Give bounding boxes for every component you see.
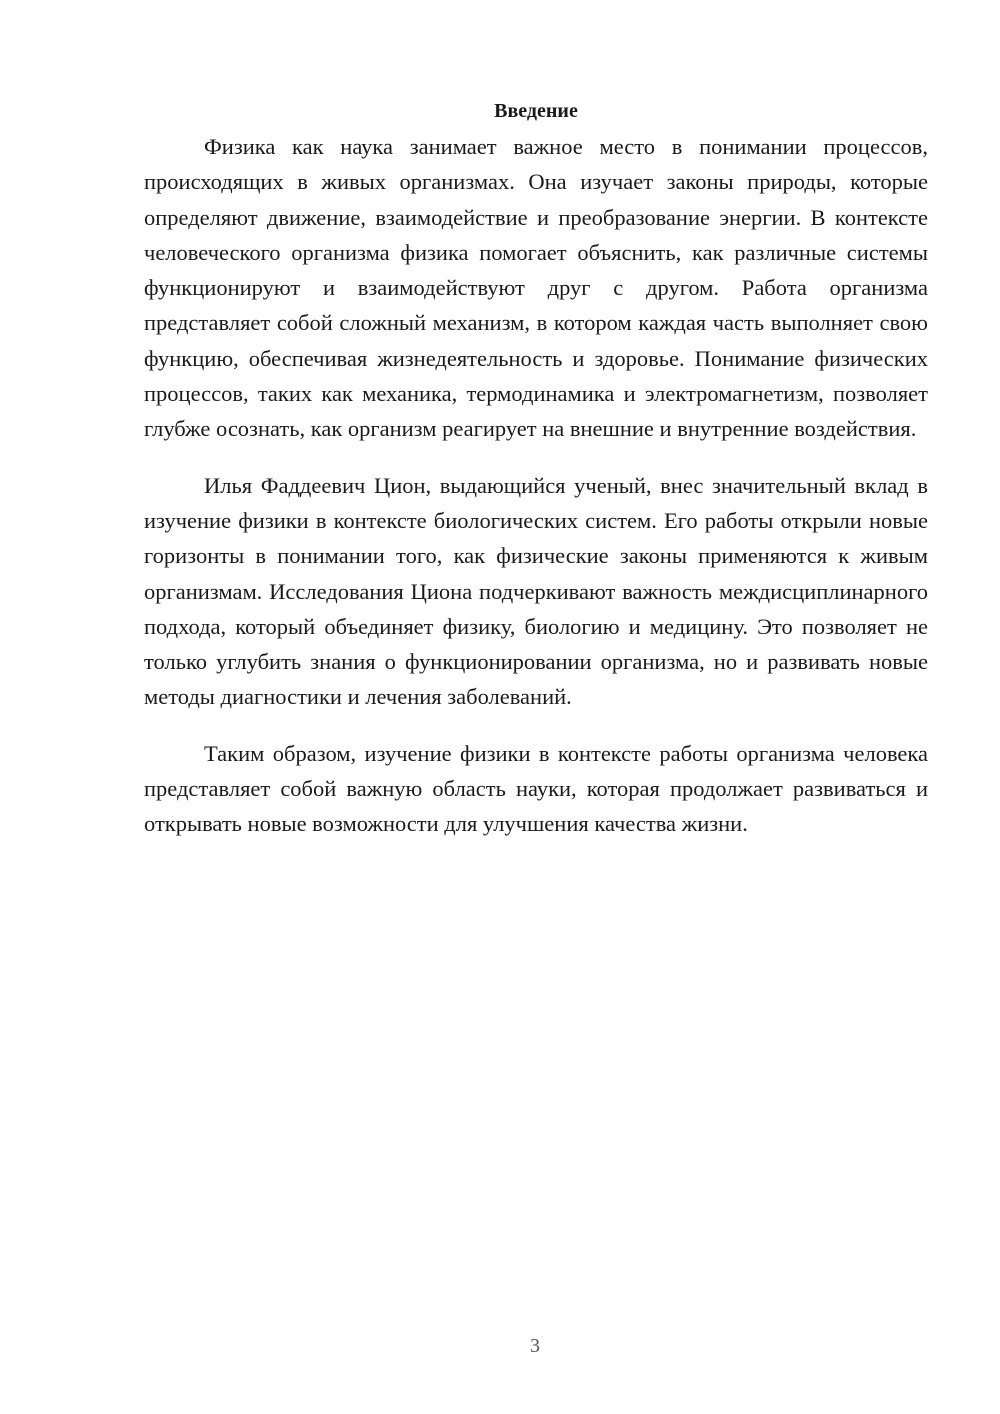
- paragraph-1: Физика как наука занимает важное место в понимании процессов, происходящих в живых организмах. Она изучает законы природы, которые определяют движение, взаимодействие и преобразование энергии. В контексте человеческого организма физика помогает объяснить, как различные системы функционируют и взаимодействуют друг с другом. Работа организма представляет собой сложный механизм, в котором каждая часть выполняет свою функцию, обеспечивая жизнедеятельность и здоровье. Понимание физических процессов, таких как механика, термодинамика и электромагнетизм, позволяет глубже осознать, как организм реагирует на внешние и внутренние воздействия.: [144, 134, 928, 442]
- page-number: 3: [530, 1335, 540, 1357]
- section-heading: Введение: [494, 100, 578, 122]
- page-content: [144, 95, 928, 842]
- paragraph-2: Илья Фаддеевич Цион, выдающийся ученый, внес значительный вклад в изучение физики в контексте биологических систем. Его работы открыли новые горизонты в понимании того, как физические законы применяются к живым организмам. Исследования Циона подчеркивают важность междисциплинарного подхода, который объединяет физику, биологию и медицину. Это позволяет не только углубить знания о функционировании организма, но и развивать новые методы диагностики и лечения заболеваний.: [144, 472, 928, 710]
- paragraph-3: Таким образом, изучение физики в контексте работы организма человека представляет собой важную область науки, которая продолжает развиваться и открывать новые возможности для улучшения качества жизни.: [144, 740, 928, 837]
